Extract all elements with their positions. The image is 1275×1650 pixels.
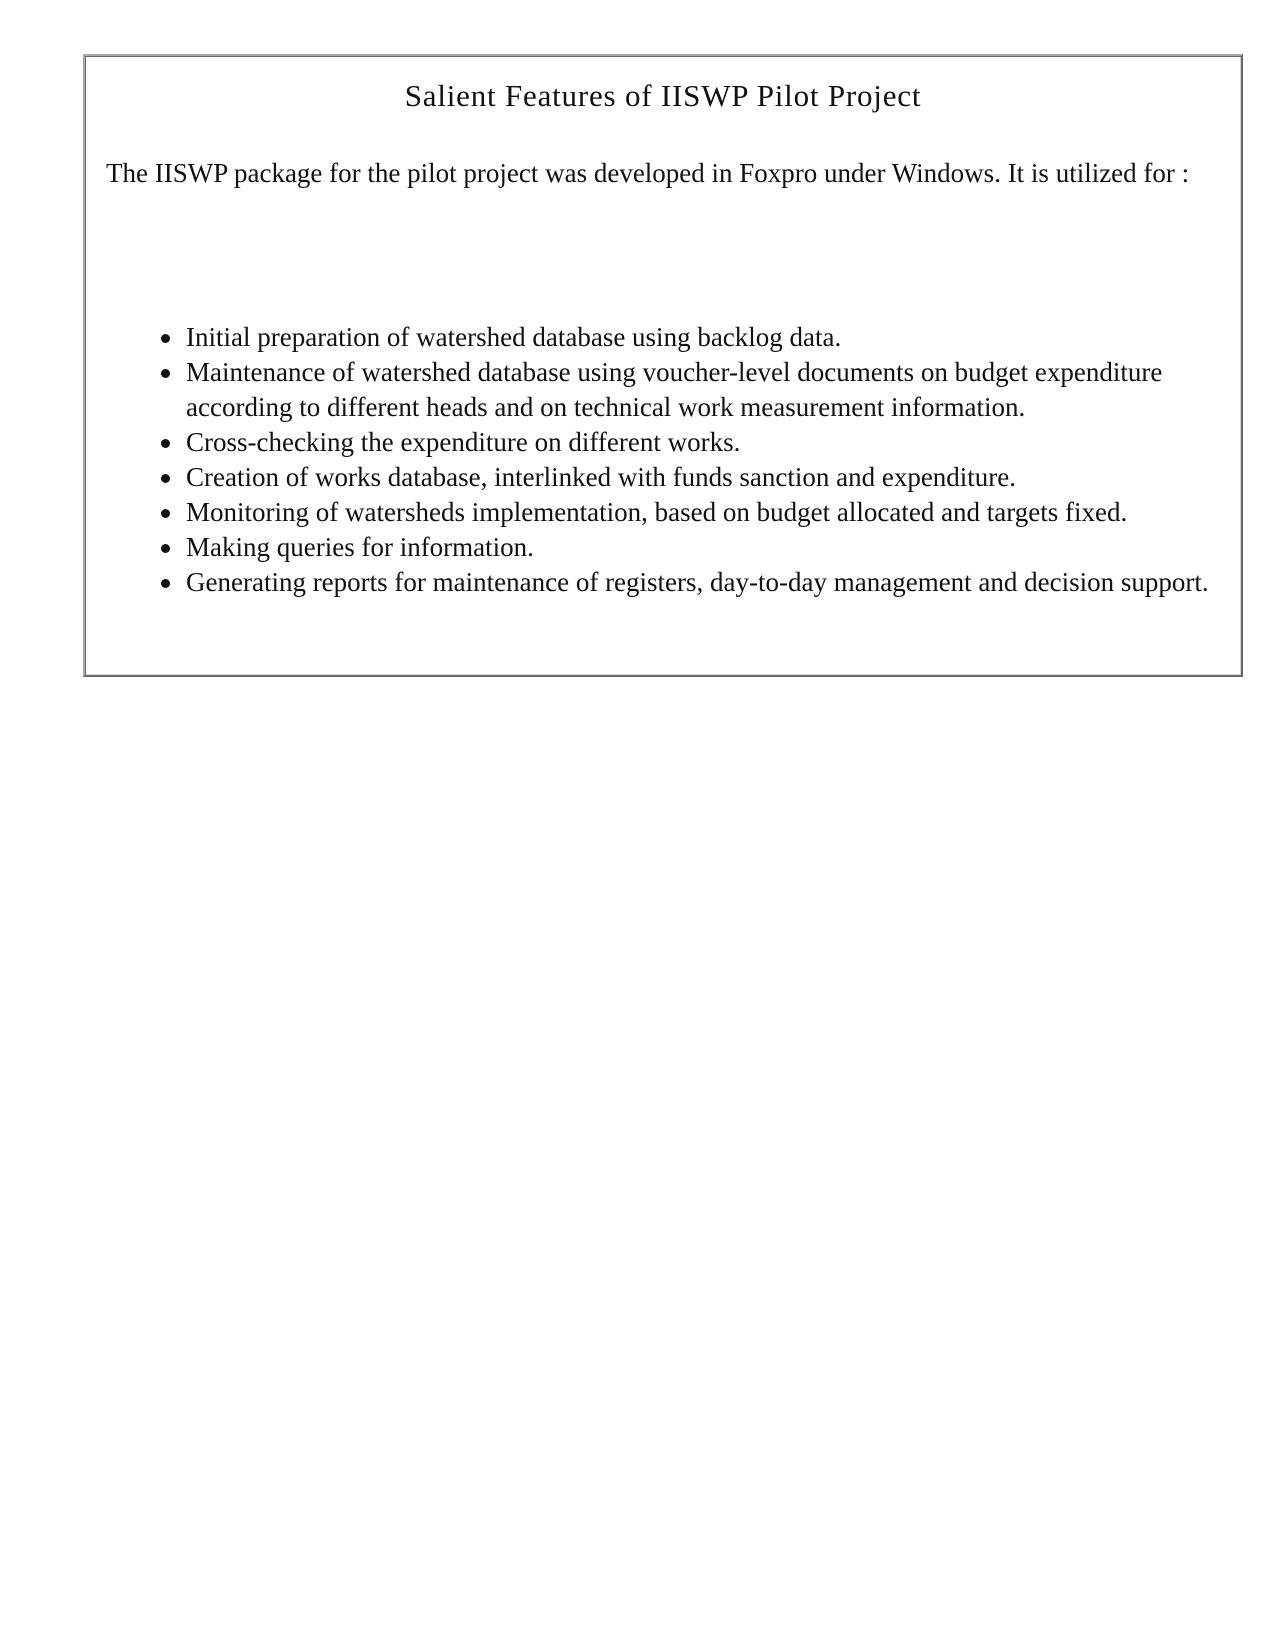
feature-list <box>106 320 1221 600</box>
list-item-text: Initial preparation of watershed database using backlog data. <box>186 322 842 352</box>
page-title: Salient Features of IISWP Pilot Project <box>404 78 922 113</box>
features-panel <box>83 54 1243 677</box>
list-item <box>106 495 1221 530</box>
list-item-text: Creation of works database, interlinked with funds sanction and expenditure. <box>186 462 1017 492</box>
bullet-icon <box>161 544 170 553</box>
list-item <box>106 565 1221 600</box>
list-item-text: Making queries for information. <box>186 532 534 562</box>
intro-paragraph: The IISWP package for the pilot project was developed in Foxpro under Windows. It is utilized for : <box>106 158 1190 188</box>
bullet-icon <box>161 474 170 483</box>
list-item <box>106 320 1221 355</box>
list-item-text: Cross-checking the expenditure on different works. <box>186 427 741 457</box>
bullet-icon <box>161 439 170 448</box>
list-item <box>106 460 1221 495</box>
bullet-icon <box>161 509 170 518</box>
bullet-icon <box>161 579 170 588</box>
bullet-icon <box>161 369 170 378</box>
list-item-text: Maintenance of watershed database using voucher-level documents on budget expenditure according to different heads and on technical work measurement information. <box>186 357 1163 422</box>
list-item-text: Monitoring of watersheds implementation, based on budget allocated and targets fixed. <box>186 497 1128 527</box>
list-item <box>106 355 1221 425</box>
list-item-text: Generating reports for maintenance of registers, day-to-day management and decision support. <box>186 567 1209 597</box>
list-item <box>106 530 1221 565</box>
list-item <box>106 425 1221 460</box>
bullet-icon <box>161 334 170 343</box>
